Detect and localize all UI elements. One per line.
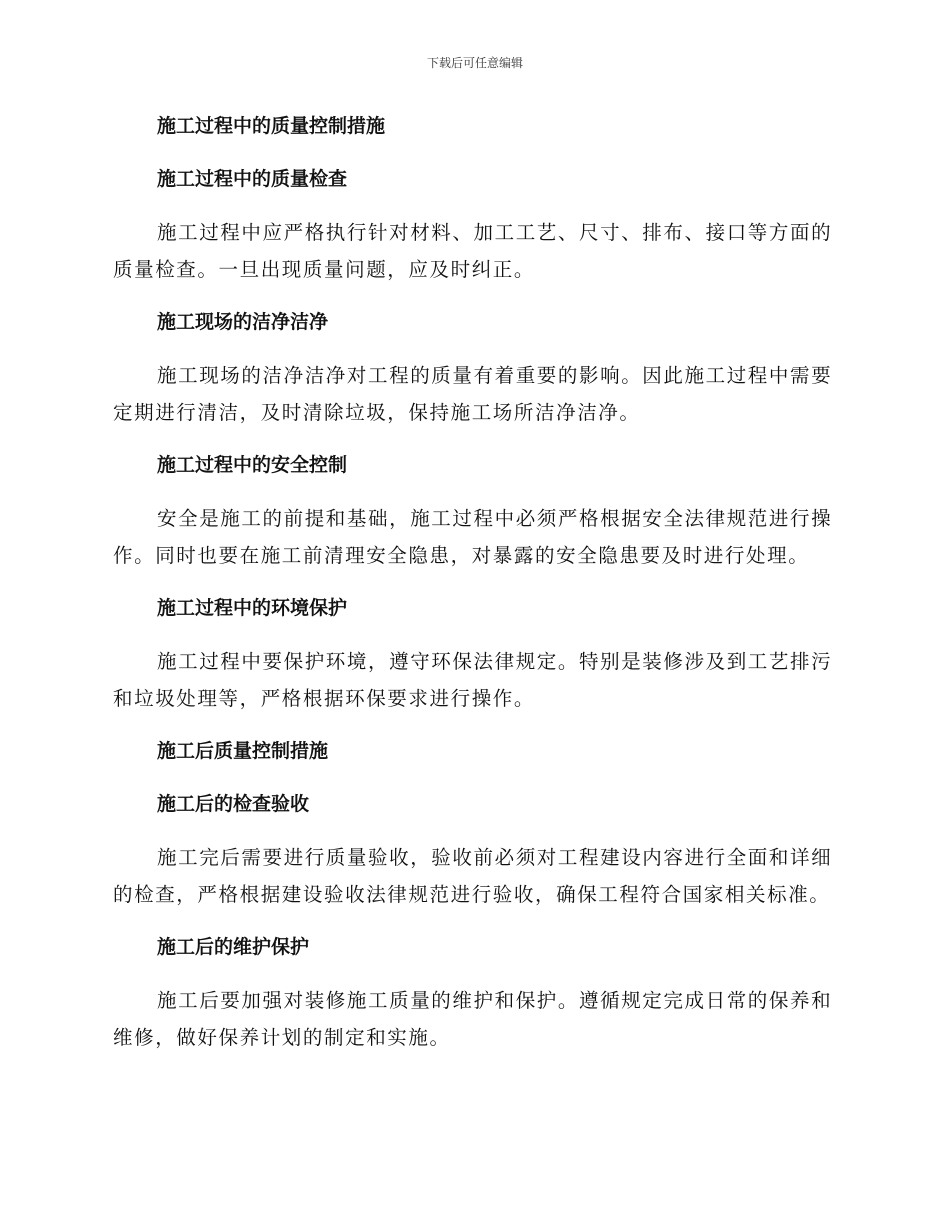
body-paragraph: 施工过程中应严格执行针对材料、加工工艺、尺寸、排布、接口等方面的质量检查。一旦出现质量问题，应及时纠正。 bbox=[113, 221, 833, 281]
body-paragraph: 施工完后需要进行质量验收，验收前必须对工程建设内容进行全面和详细的检查，严格根据建设验收法律规范进行验收，确保工程符合国家相关标准。 bbox=[113, 846, 833, 906]
subsection-heading: 施工过程中的安全控制 bbox=[157, 454, 348, 476]
document-body bbox=[113, 108, 833, 1072]
body-paragraph: 安全是施工的前提和基础，施工过程中必须严格根据安全法律规范进行操作。同时也要在施工前清理安全隐患，对暴露的安全隐患要及时进行处理。 bbox=[113, 507, 833, 567]
body-paragraph: 施工后要加强对装修施工质量的维护和保护。遵循规定完成日常的保养和维修，做好保养计划的制定和实施。 bbox=[113, 989, 833, 1049]
header-note: 下载后可任意编辑 bbox=[426, 56, 523, 70]
subsection-heading: 施工现场的洁净洁净 bbox=[157, 311, 329, 333]
subsection-heading: 施工后的检查验收 bbox=[157, 793, 310, 815]
subsection-heading: 施工过程中的环境保护 bbox=[157, 597, 348, 619]
section-heading: 施工过程中的质量控制措施 bbox=[157, 115, 386, 137]
body-paragraph: 施工现场的洁净洁净对工程的质量有着重要的影响。因此施工过程中需要定期进行清洁，及时清除垃圾，保持施工场所洁净洁净。 bbox=[113, 364, 833, 424]
section-heading: 施工后质量控制措施 bbox=[157, 740, 329, 762]
subsection-heading: 施工后的维护保护 bbox=[157, 936, 310, 958]
body-paragraph: 施工过程中要保护环境，遵守环保法律规定。特别是装修涉及到工艺排污和垃圾处理等，严格根据环保要求进行操作。 bbox=[113, 650, 833, 710]
subsection-heading: 施工过程中的质量检查 bbox=[157, 168, 348, 190]
